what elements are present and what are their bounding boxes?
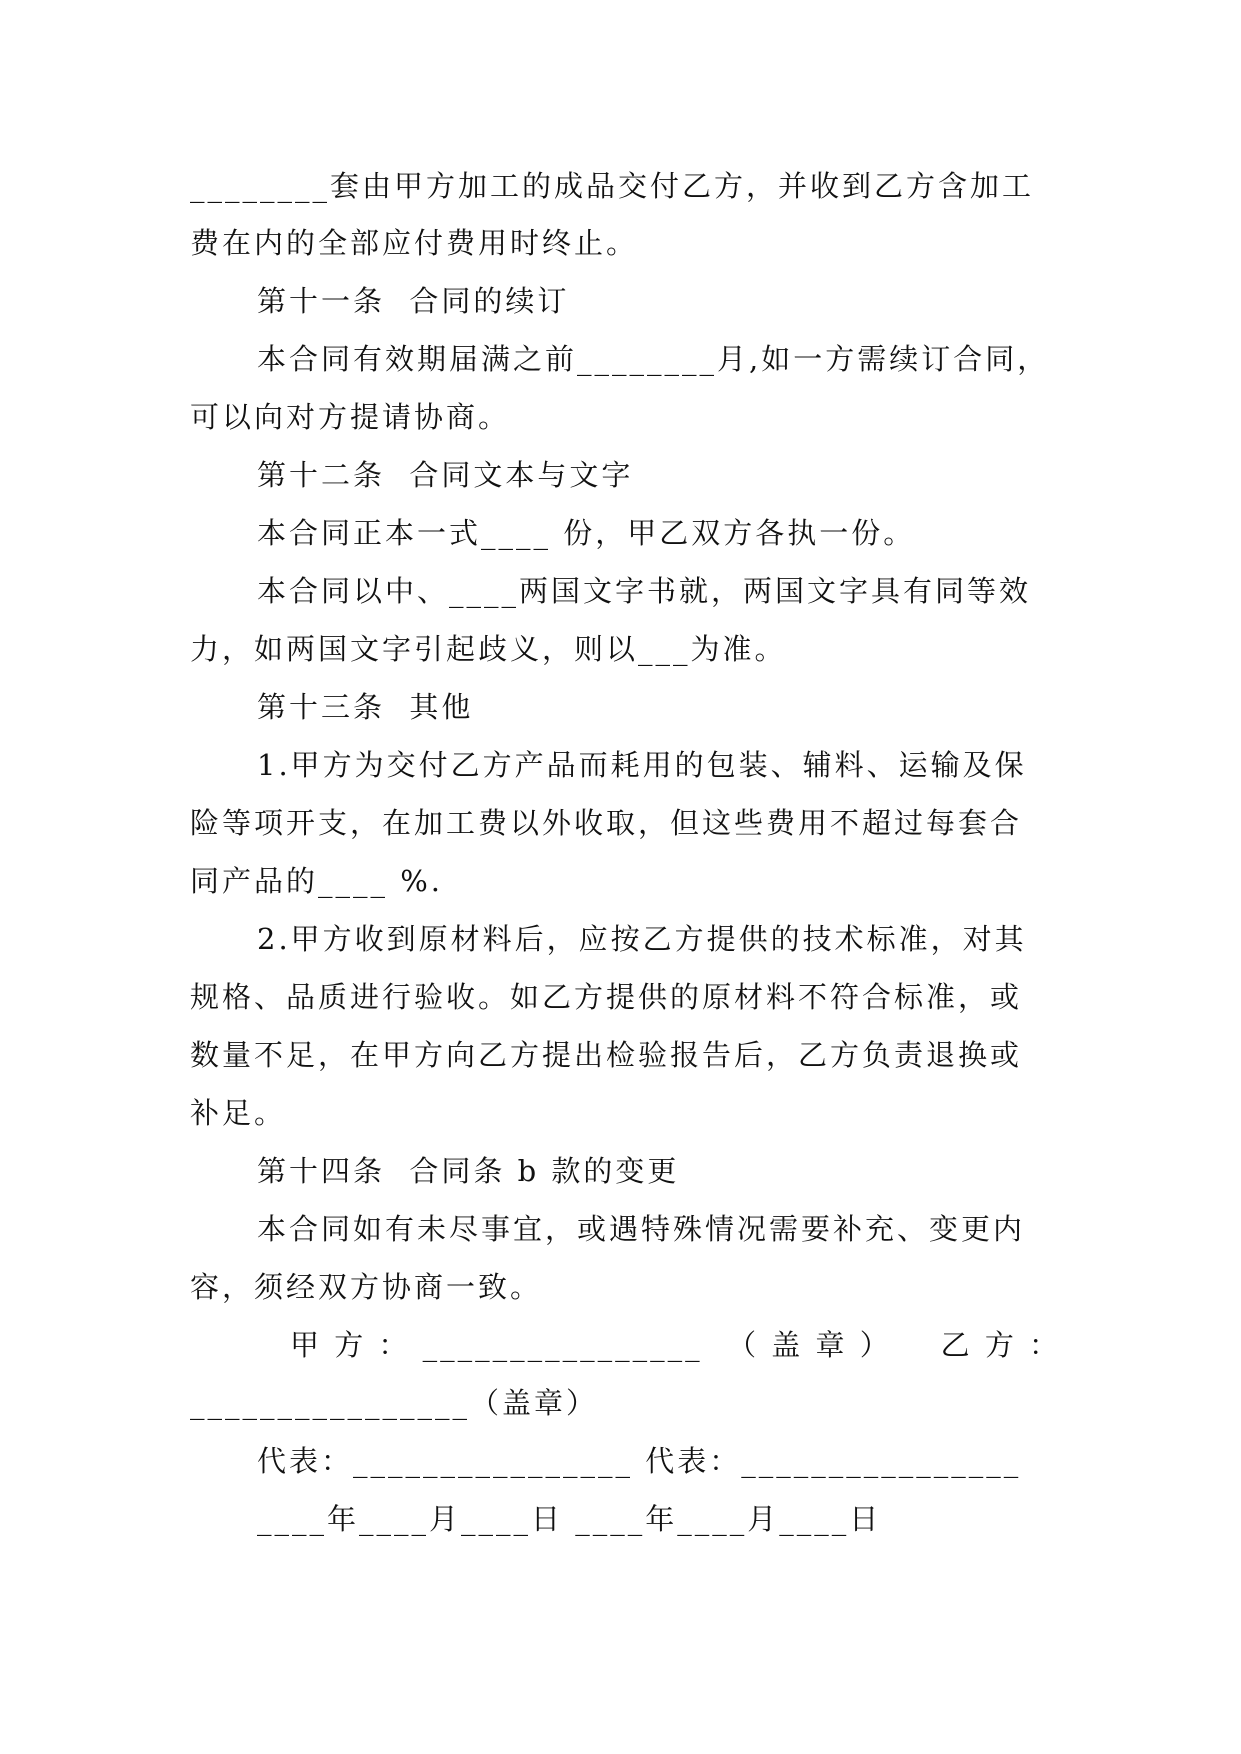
date-line: ____年____月____日 ____年____月____日 (257, 1502, 882, 1536)
text-line-1: ________套由甲方加工的成品交付乙方，并收到乙方含加工 (190, 169, 1035, 203)
text-line-14: 2.甲方收到原材料后，应按乙方提供的技术标准，对其 (257, 922, 1027, 956)
signature-seal-line: ________________（盖章） (190, 1386, 599, 1420)
text-line-17: 补足。 (190, 1096, 287, 1130)
signature-party-line: 甲 方 ： ________________ （ 盖 章 ） 乙 方 ： (290, 1328, 1062, 1362)
text-line-12: 险等项开支，在加工费以外收取，但这些费用不超过每套合 (190, 806, 1023, 840)
text-line-5: 可以向对方提请协商。 (190, 400, 511, 434)
text-line-11: 1.甲方为交付乙方产品而耗用的包装、辅料、运输及保 (257, 748, 1027, 782)
text-line-13: 同产品的____ %. (190, 864, 443, 898)
text-line-2: 费在内的全部应付费用时终止。 (190, 226, 639, 260)
text-line-7: 本合同正本一式____ 份，甲乙双方各执一份。 (257, 516, 916, 550)
text-line-4: 本合同有效期届满之前________月,如一方需续订合同， (257, 342, 1050, 376)
article-14-heading: 第十四条 合同条 b 款的变更 (257, 1154, 680, 1188)
text-line-20: 容，须经双方协商一致。 (190, 1270, 543, 1304)
article-11-heading: 第十一条 合同的续订 (257, 284, 570, 318)
text-line-15: 规格、品质进行验收。如乙方提供的原材料不符合标准，或 (190, 980, 1023, 1014)
text-line-16: 数量不足，在甲方向乙方提出检验报告后，乙方负责退换或 (190, 1038, 1023, 1072)
text-line-8: 本合同以中、____两国文字书就，两国文字具有同等效 (257, 574, 1032, 608)
text-line-19: 本合同如有未尽事宜，或遇特殊情况需要补充、变更内 (257, 1212, 1026, 1246)
representative-line: 代表：________________ 代表：________________ (257, 1444, 1022, 1478)
article-13-heading: 第十三条 其他 (257, 690, 474, 724)
text-line-9: 力，如两国文字引起歧义，则以___为准。 (190, 632, 787, 666)
article-12-heading: 第十二条 合同文本与文字 (257, 458, 634, 492)
